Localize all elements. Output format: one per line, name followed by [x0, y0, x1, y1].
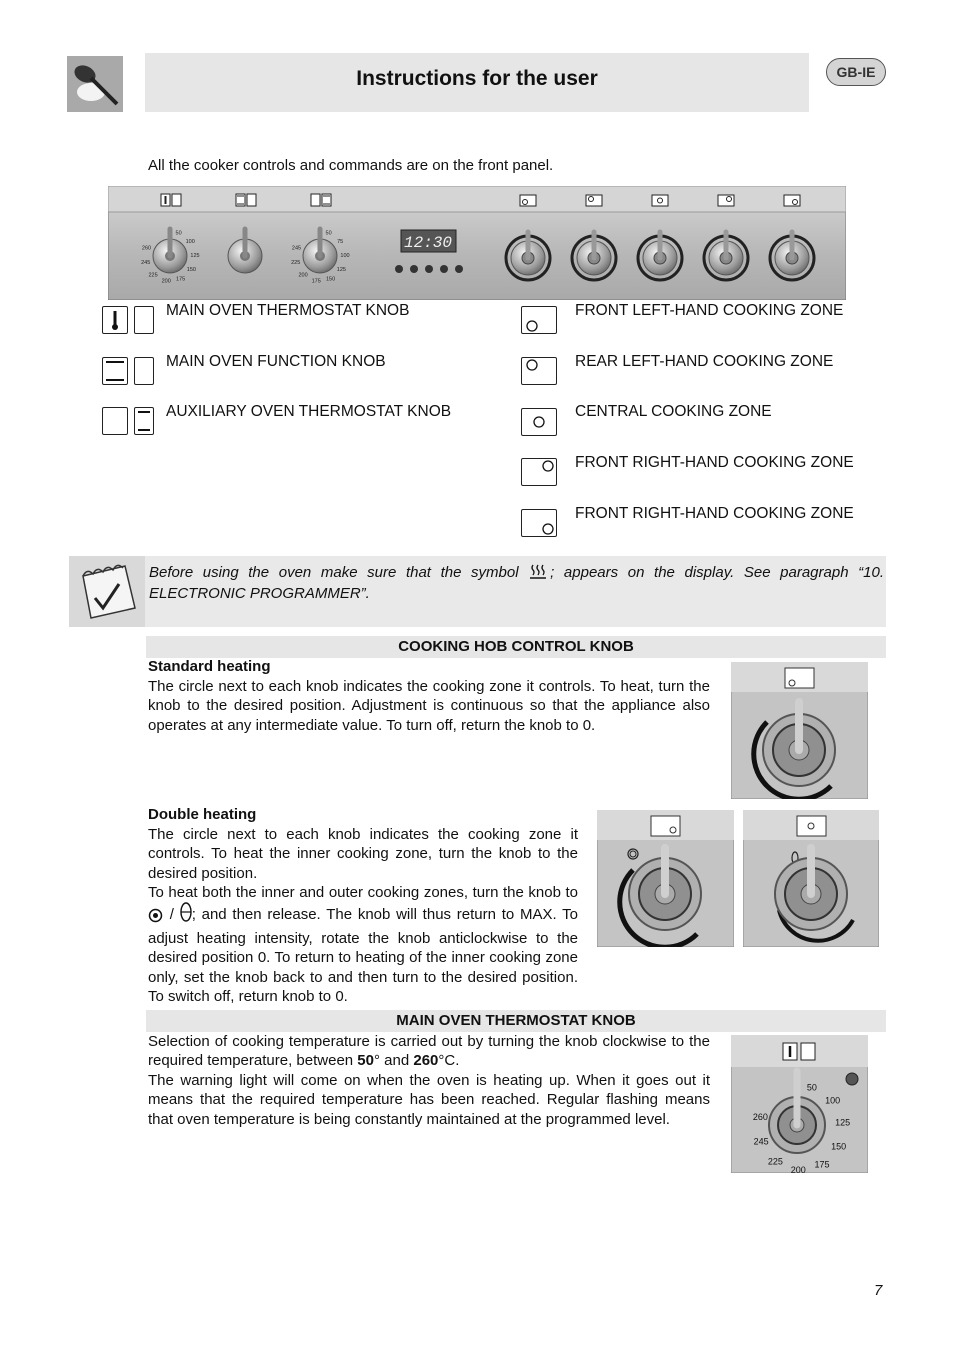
- legend-label: REAR LEFT-HAND COOKING ZONE: [575, 353, 834, 370]
- scale-label: 100: [825, 1095, 841, 1106]
- thermostat-text-1: Selection of cooking temperature is carried out by turning the knob clockwise to the required temperature, between 50° and 260°C.: [148, 1033, 710, 1070]
- scale-label: 175: [311, 278, 321, 285]
- thermostat-knob-image: [731, 1035, 868, 1173]
- function-symbol-icon: [102, 357, 128, 385]
- language-badge: GB-IE: [826, 58, 886, 86]
- double-heating-text-1: The circle next to each knob indicates the cooking zone it controls. To heat the inner cooking zone, turn the knob to the desired position.: [148, 826, 578, 882]
- scale-label: 50: [806, 1082, 817, 1093]
- scale-label: 125: [190, 252, 200, 259]
- scale-label: 200: [161, 278, 171, 285]
- scale-label: 100: [185, 239, 195, 246]
- scale-label: 150: [326, 276, 336, 283]
- scale-label: 245: [141, 259, 151, 266]
- scale-label: 225: [767, 1156, 783, 1167]
- page-title: Instructions for the user: [356, 67, 598, 90]
- control-panel-illustration: [108, 186, 846, 300]
- standard-knob-image: [731, 662, 868, 799]
- zone-front-left-icon: [521, 306, 557, 334]
- scale-label: 50: [175, 230, 182, 237]
- notepad-pencil-icon: [69, 556, 145, 627]
- aux-oven-symbol-icon: [134, 407, 154, 435]
- legend-left: [102, 302, 522, 446]
- scale-label: 245: [291, 245, 302, 252]
- scale-label: 200: [298, 272, 308, 279]
- scale-label: 200: [790, 1164, 806, 1173]
- scale-label: 75: [337, 239, 344, 246]
- spoon-chef-hat-icon: [67, 56, 123, 112]
- scale-label: 100: [340, 252, 350, 259]
- zone-central-icon: [521, 408, 557, 436]
- double-knob-image-2: [743, 810, 879, 947]
- legend-label: CENTRAL COOKING ZONE: [575, 403, 772, 420]
- zone-rear-right-icon: [521, 458, 557, 486]
- legend-label: MAIN OVEN THERMOSTAT KNOB: [166, 302, 410, 319]
- scale-label: 125: [835, 1117, 851, 1128]
- zone-rear-left-icon: [521, 357, 557, 385]
- legend-right: [521, 302, 921, 546]
- scale-label: 260: [752, 1112, 768, 1123]
- scale-label: 175: [814, 1159, 830, 1170]
- scale-label: 125: [336, 267, 346, 273]
- intro-text: All the cooker controls and commands are on the front panel.: [148, 157, 554, 174]
- standard-heating-title: Standard heating: [148, 658, 271, 675]
- scale-label: 260: [141, 245, 152, 252]
- logo: [67, 56, 123, 112]
- thermostat-section-heading: MAIN OVEN THERMOSTAT KNOB: [146, 1010, 886, 1032]
- legend-label: MAIN OVEN FUNCTION KNOB: [166, 353, 386, 370]
- scale-label: 245: [753, 1136, 769, 1147]
- hob-section-heading: COOKING HOB CONTROL KNOB: [146, 636, 886, 658]
- scale-label: 225: [148, 272, 158, 279]
- scale-label: 175: [176, 276, 186, 283]
- double-heating-title: Double heating: [148, 806, 257, 823]
- svg-text:12:30: 12:30: [403, 234, 453, 252]
- thermostat-text-2: The warning light will come on when the oven is heating up. When it goes out it means that the required temperature has been reached. Regular flashing means that oven temperature is being constantly maintained at the programmed level.: [148, 1072, 710, 1128]
- page-number: 7: [874, 1282, 883, 1299]
- legend-label: FRONT RIGHT-HAND COOKING ZONE: [575, 454, 854, 471]
- legend-label: FRONT LEFT-HAND COOKING ZONE: [575, 302, 844, 319]
- legend-label: AUXILIARY OVEN THERMOSTAT KNOB: [166, 403, 452, 420]
- double-zone-icon: [148, 908, 164, 928]
- double-knob-image-1: [597, 810, 734, 947]
- scale-label: 225: [291, 259, 301, 266]
- note-text: Before using the oven make sure that the symbol ; appears on the display. See paragraph “10. ELECTRONIC PROGRAMMER”.: [149, 564, 884, 602]
- oval-zone-icon: [180, 902, 192, 927]
- scale-label: 150: [186, 267, 196, 273]
- note-box: [69, 556, 886, 627]
- scale-label: 150: [831, 1141, 847, 1152]
- zone-front-right-icon: [521, 509, 557, 537]
- legend-label: FRONT RIGHT-HAND COOKING ZONE: [575, 505, 854, 522]
- oven-symbol-icon: [528, 563, 550, 584]
- title-bar: [145, 53, 809, 112]
- thermostat-symbol-icon: [102, 306, 128, 334]
- scale-label: 50: [325, 230, 332, 237]
- double-heating-text-2: To heat both the inner and outer cooking zones, turn the knob to / ; and then release. The knob will thus return to MAX. To adjust heating intensity, rotate the knob anticlockwise to the desired position 0. To return to heating of the inner cooking zone only, set the knob back to and then turn to the desired position. To switch off, return knob to 0.: [148, 884, 578, 1006]
- standard-heating-text: The circle next to each knob indicates the cooking zone it controls. To heat, turn the knob to the desired position. Adjustment is continuous so that the appliance also operates at any intermediate value. To turn off, return the knob to 0.: [148, 678, 710, 734]
